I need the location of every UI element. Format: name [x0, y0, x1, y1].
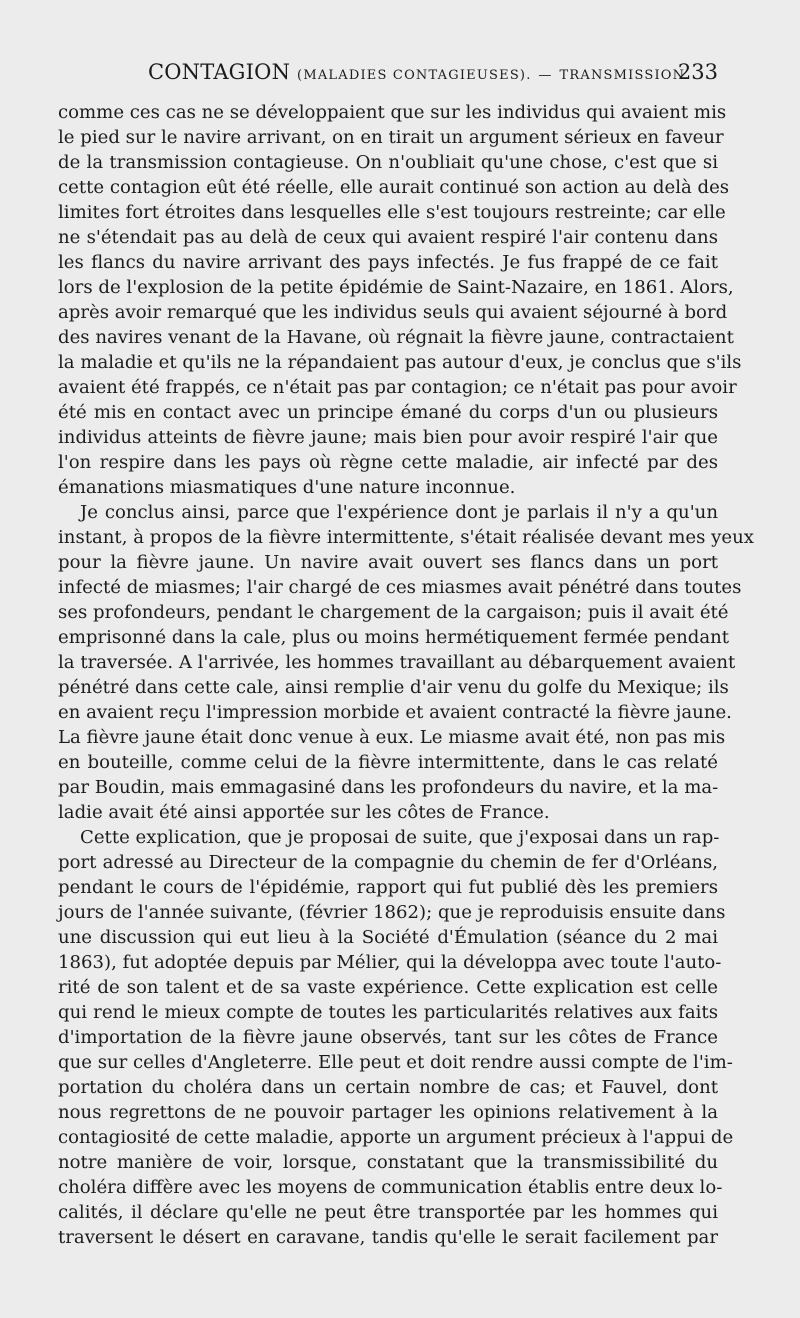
text-line: 1863), fut adoptée depuis par Mélier, qui la développa avec toute l'auto- — [58, 952, 722, 973]
text-line: jours de l'année suivante, (février 1862); que je reproduisis ensuite dans — [58, 902, 726, 923]
body-text — [58, 100, 754, 1250]
text-line: d'importation de la fièvre jaune observés, tant sur les côtes de France — [58, 1027, 718, 1048]
running-header — [60, 58, 718, 94]
header-separator: — — [538, 68, 553, 83]
text-line: une discussion qui eut lieu à la Société d'Émulation (séance du 2 mai — [58, 927, 718, 948]
header-section: TRANSMISSION. — [559, 68, 690, 83]
text-line: La fièvre jaune était donc venue à eux. Le miasme avait été, non pas mis — [58, 727, 726, 748]
text-line: instant, à propos de la fièvre intermittente, s'était réalisée devant mes yeux — [58, 527, 754, 548]
text-line: traversent le désert en caravane, tandis qu'elle le serait facilement par — [58, 1227, 718, 1248]
text-line: de la transmission contagieuse. On n'oubliait qu'une chose, c'est que si — [58, 152, 718, 173]
text-line: la maladie et qu'ils ne la répandaient pas autour d'eux, je conclus que s'ils — [58, 352, 742, 373]
text-line: été mis en contact avec un principe émané du corps d'un ou plusieurs — [58, 402, 718, 423]
text-line: Cette explication, que je proposai de suite, que j'exposai dans un rap- — [80, 827, 720, 848]
text-line: individus atteints de fièvre jaune; mais bien pour avoir respiré l'air que — [58, 427, 718, 448]
text-line: ses profondeurs, pendant le chargement de la cargaison; puis il avait été — [58, 602, 729, 623]
header-title: CONTAGION — [148, 60, 291, 84]
text-line: Je conclus ainsi, parce que l'expérience dont je parlais il n'y a qu'un — [80, 502, 718, 523]
text-line: ne s'étendait pas au delà de ceux qui avaient respiré l'air contenu dans — [58, 227, 718, 248]
text-line: emprisonné dans la cale, plus ou moins hermétiquement fermée pendant — [58, 627, 730, 648]
page-number: 233 — [677, 60, 718, 84]
text-line: notre manière de voir, lorsque, constatant que la transmissibilité du — [58, 1152, 718, 1173]
text-line: portation du choléra dans un certain nombre de cas; et Fauvel, dont — [58, 1077, 718, 1098]
text-line: en bouteille, comme celui de la fièvre intermittente, dans le cas relaté — [58, 752, 718, 773]
text-line: cette contagion eût été réelle, elle aurait continué son action au delà des — [58, 177, 730, 198]
text-line: pendant le cours de l'épidémie, rapport qui fut publié dès les premiers — [58, 877, 718, 898]
text-line: contagiosité de cette maladie, apporte un argument précieux à l'appui de — [58, 1127, 734, 1148]
header-subtitle: (MALADIES CONTAGIEUSES). — [297, 68, 532, 83]
text-line: des navires venant de la Havane, où régnait la fièvre jaune, contractaient — [58, 327, 734, 348]
text-line: lors de l'explosion de la petite épidémie de Saint-Nazaire, en 1861. Alors, — [58, 277, 734, 298]
text-line: après avoir remarqué que les individus seuls qui avaient séjourné à bord — [58, 302, 728, 323]
text-line: calités, il déclare qu'elle ne peut être transportée par les hommes qui — [58, 1202, 718, 1223]
text-line: limites fort étroites dans lesquelles elle s'est toujours restreinte; car elle — [58, 202, 726, 223]
text-line: ladie avait été ainsi apportée sur les côtes de France. — [58, 802, 550, 823]
text-line: pour la fièvre jaune. Un navire avait ouvert ses flancs dans un port — [58, 552, 718, 573]
text-line: les flancs du navire arrivant des pays infectés. Je fus frappé de ce fait — [58, 252, 718, 273]
text-line: qui rend le mieux compte de toutes les particularités relatives aux faits — [58, 1002, 718, 1023]
text-line: rité de son talent et de sa vaste expérience. Cette explication est celle — [58, 977, 718, 998]
text-line: avaient été frappés, ce n'était pas par contagion; ce n'était pas pour avoir — [58, 377, 737, 398]
text-line: émanations miasmatiques d'une nature inconnue. — [58, 477, 516, 498]
text-line: port adressé au Directeur de la compagnie du chemin de fer d'Orléans, — [58, 852, 718, 873]
text-line: nous regrettons de ne pouvoir partager les opinions relativement à la — [58, 1102, 718, 1123]
running-title — [148, 60, 690, 84]
text-line: que sur celles d'Angleterre. Elle peut et doit rendre aussi compte de l'im- — [58, 1052, 733, 1073]
text-line: pénétré dans cette cale, ainsi remplie d'air venu du golfe du Mexique; ils — [58, 677, 729, 698]
text-line: par Boudin, mais emmagasiné dans les profondeurs du navire, et la ma- — [58, 777, 719, 798]
text-line: l'on respire dans les pays où règne cette maladie, air infecté par des — [58, 452, 718, 473]
text-line: le pied sur le navire arrivant, on en tirait un argument sérieux en faveur — [58, 127, 724, 148]
text-line: comme ces cas ne se développaient que sur les individus qui avaient mis — [58, 102, 727, 123]
text-line: la traversée. A l'arrivée, les hommes travaillant au débarquement avaient — [58, 652, 736, 673]
text-line: en avaient reçu l'impression morbide et avaient contracté la fièvre jaune. — [58, 702, 732, 723]
text-line: infecté de miasmes; l'air chargé de ces miasmes avait pénétré dans toutes — [58, 577, 742, 598]
text-line: choléra diffère avec les moyens de communication établis entre deux lo- — [58, 1177, 723, 1198]
